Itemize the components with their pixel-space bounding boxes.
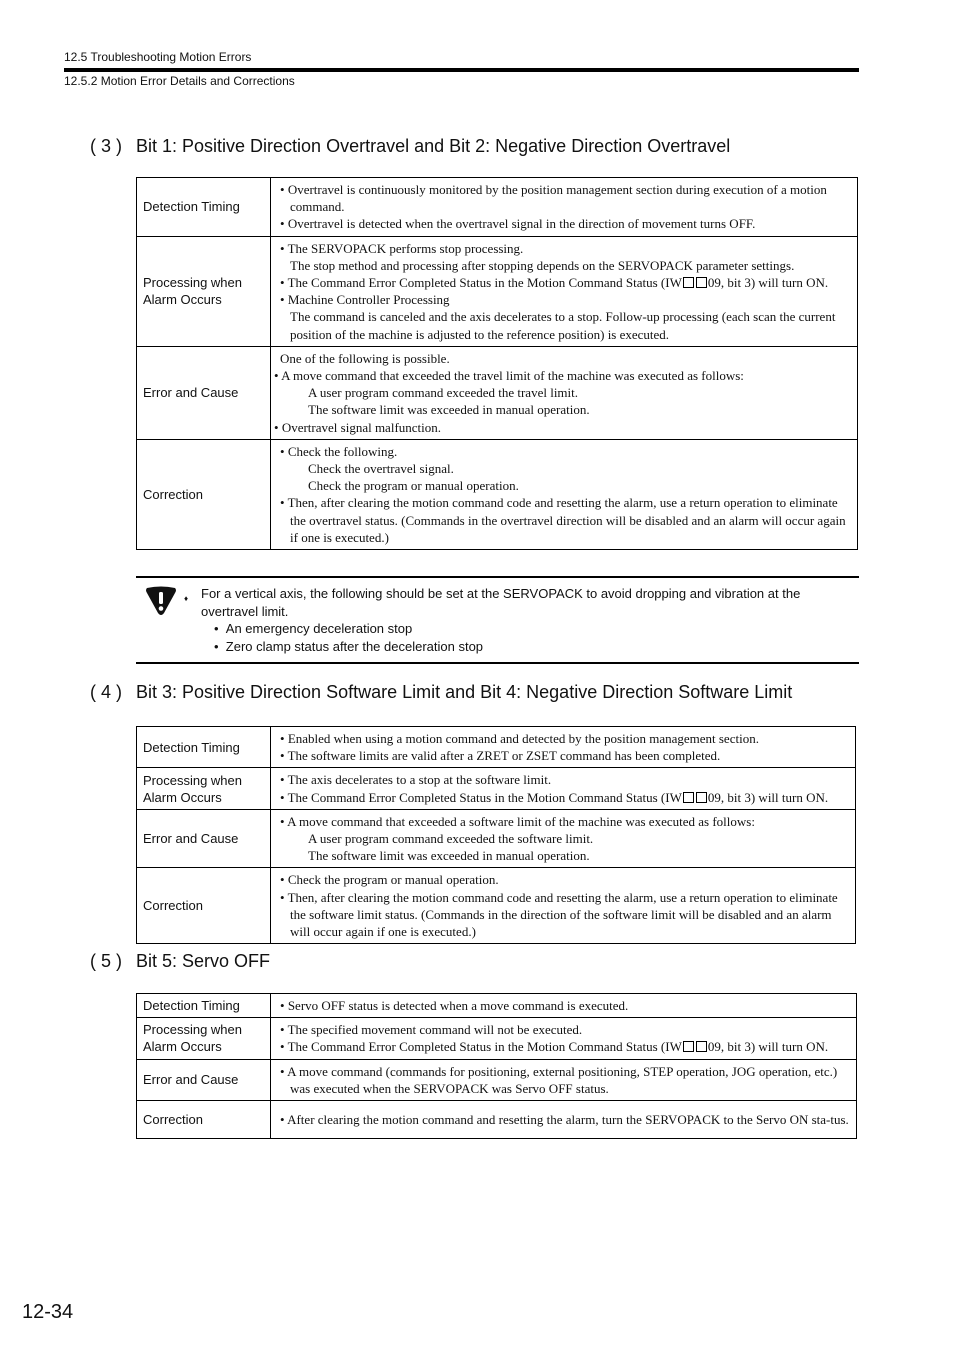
line-bullet: • Check the program or manual operation. <box>280 872 499 888</box>
row-body <box>271 236 858 346</box>
row-body <box>271 439 858 549</box>
section-title: Bit 5: Servo OFF <box>136 951 271 971</box>
line-bullet: • Then, after clearing the motion command code and resetting the alarm, use a return operation to eliminate the overtravel status. (Commands in the overtravel direction will be disabled and an alarm will occur again if one is executed.) <box>280 495 846 545</box>
section-number: ( 3 ) <box>90 136 123 156</box>
row-body <box>271 1059 857 1100</box>
line-bullet: • The specified movement command will not be executed. <box>280 1022 583 1038</box>
row-label: Detection Timing <box>137 994 271 1018</box>
line-bullet: • Overtravel is continuously monitored by the position management section during execution of a motion command. <box>280 182 827 215</box>
line-bullet: • The Command Error Completed Status in the Motion Command Status (IW 09, bit 3) will turn ON. <box>280 1039 829 1055</box>
section-title: Bit 1: Positive Direction Overtravel and Bit 2: Negative Direction Overtravel <box>136 136 731 156</box>
line-indent: The command is canceled and the axis decelerates to a stop. Follow-up processing (each scan the current position of the machine is adjusted to the reference position) is executed. <box>290 309 836 342</box>
line-bullet: • The software limits are valid after a ZRET or ZSET command has been completed. <box>280 748 721 764</box>
line-bullet: • The Command Error Completed Status in the Motion Command Status (IW 09, bit 3) will turn ON. <box>280 275 829 291</box>
row-label: Correction <box>137 439 271 549</box>
row-body <box>271 1101 857 1139</box>
line-bullet: • The SERVOPACK performs stop processing. <box>280 240 524 256</box>
caution-note <box>136 576 859 664</box>
line-bullet: • Enabled when using a motion command and detected by the position management section. <box>280 731 759 746</box>
row-label: Correction <box>137 1101 271 1139</box>
line-bullet: • A move command (commands for positioning, external positioning, STEP operation, JOG operation, etc.) was executed when the SERVOPACK was Servo OFF status. <box>280 1063 838 1096</box>
line-sub: Check the overtravel signal. <box>308 461 454 477</box>
caution-exclamation-icon <box>144 586 178 616</box>
row-label: Error and Cause <box>137 809 271 868</box>
section-number: ( 4 ) <box>90 682 123 702</box>
running-header-subsection: 12.5.2 Motion Error Details and Corrections <box>64 74 295 88</box>
header-rule <box>64 68 859 72</box>
line-bullet: • The Command Error Completed Status in the Motion Command Status (IW 09, bit 3) will turn ON. <box>280 789 829 805</box>
note-bullet: ♦ <box>184 594 189 603</box>
row-body <box>271 1018 857 1059</box>
section-number: ( 5 ) <box>90 951 123 971</box>
row-label: Processing when Alarm Occurs <box>137 768 271 809</box>
line-indent: The stop method and processing after stopping depends on the SERVOPACK parameter settings. <box>290 257 795 273</box>
row-label: Error and Cause <box>137 1059 271 1100</box>
row-label: Detection Timing <box>137 727 271 768</box>
line-bullet: • Overtravel is detected when the overtravel signal in the direction of movement turns OFF. <box>280 216 756 232</box>
section-5-heading <box>90 951 270 972</box>
page-number: 12-34 <box>22 1301 74 1323</box>
line-sub: The software limit was exceeded in manual operation. <box>308 402 590 418</box>
row-label: Detection Timing <box>137 178 271 237</box>
row-body <box>271 178 858 237</box>
note-text: For a vertical axis, the following should be set at the SERVOPACK to avoid dropping and vibration at the overtravel limit. <box>201 586 801 619</box>
row-label: Error and Cause <box>137 346 271 439</box>
line-bullet: • Machine Controller Processing <box>280 292 450 308</box>
section-title: Bit 3: Positive Direction Software Limit and Bit 4: Negative Direction Software Limit <box>136 682 793 702</box>
line-sub: A user program command exceeded the travel limit. <box>308 385 579 401</box>
line-bullet: • The axis decelerates to a stop at the software limit. <box>280 772 552 788</box>
line-bullet: • Servo OFF status is detected when a move command is executed. <box>280 998 629 1013</box>
section-4-table <box>136 726 856 944</box>
row-body <box>271 727 856 768</box>
line-bullet2: • A move command that exceeded the travel limit of the machine was executed as follows: <box>274 368 744 384</box>
row-body <box>271 994 857 1018</box>
row-body <box>271 809 856 868</box>
line-sub: A user program command exceeded the software limit. <box>308 831 594 847</box>
line-plain: One of the following is possible. <box>280 350 450 366</box>
line-sub: Check the program or manual operation. <box>308 478 519 494</box>
running-header-section: 12.5 Troubleshooting Motion Errors <box>64 50 252 64</box>
note-item: • An emergency deceleration stop <box>214 621 413 636</box>
row-label: Correction <box>137 868 271 944</box>
line-bullet: • After clearing the motion command and resetting the alarm, turn the SERVOPACK to the Servo ON sta-tus. <box>280 1111 849 1127</box>
row-label: Processing when Alarm Occurs <box>137 1018 271 1059</box>
row-body <box>271 768 856 809</box>
section-3-table <box>136 177 858 550</box>
line-bullet: • A move command that exceeded a software limit of the machine was executed as follows: <box>280 813 755 829</box>
line-bullet: • Then, after clearing the motion command code and resetting the alarm, use a return operation to eliminate the software limit status. (Commands in the direction of the software limit will be disabled and an alarm will occur again if one is executed.) <box>280 889 838 940</box>
section-5-table <box>136 993 857 1139</box>
line-bullet: • Check the following. <box>280 443 398 459</box>
row-body <box>271 346 858 439</box>
section-3-heading <box>90 136 730 157</box>
note-item: • Zero clamp status after the deceleration stop <box>214 638 484 654</box>
line-bullet2: • Overtravel signal malfunction. <box>274 419 442 435</box>
row-label: Processing when Alarm Occurs <box>137 236 271 346</box>
line-sub: The software limit was exceeded in manual operation. <box>308 848 590 864</box>
row-body <box>271 868 856 944</box>
section-4-heading <box>90 682 792 703</box>
